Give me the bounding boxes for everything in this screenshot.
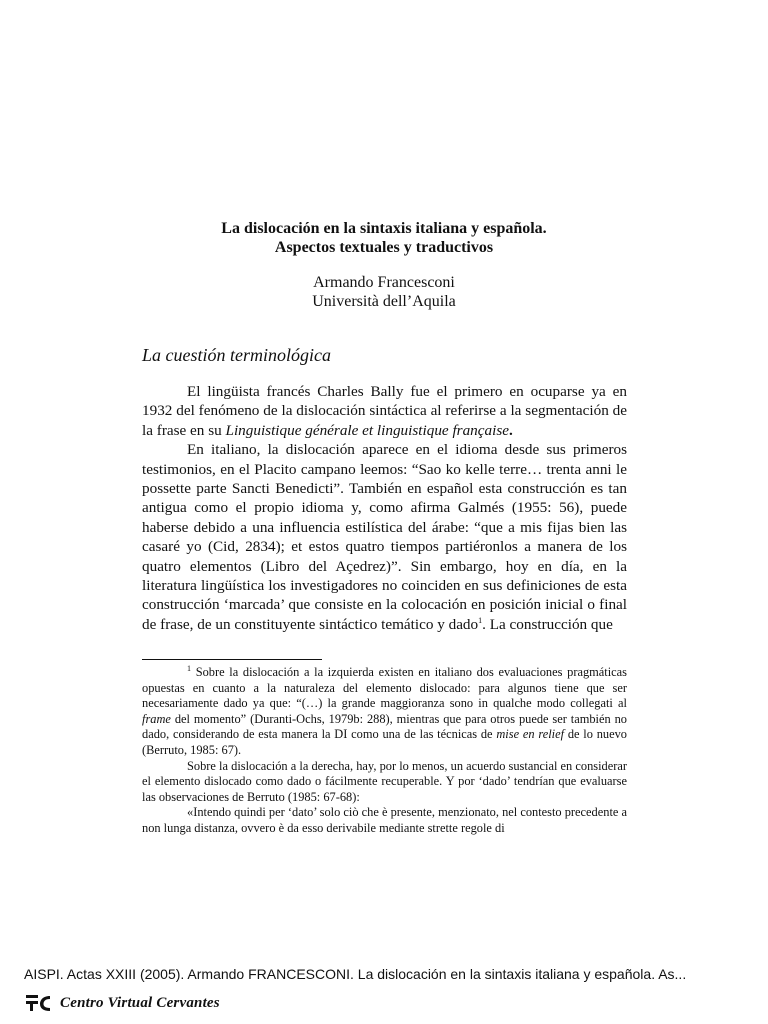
author-block xyxy=(0,273,768,311)
footnote-ref[interactable]: 1 xyxy=(478,615,483,625)
cervantes-logo-icon xyxy=(24,993,54,1013)
paragraph-2: En italiano, la dislocación aparece en el idioma desde sus primeros testimonios, en el Placito campano leemos: “Sao ko kelle terre… trenta anni le possette parte Sancti Benedicti”. También en español esta construcción es tan antigua como el propio idioma y, como afirma Galmés (1955: 56), puede haberse debido a una influencia estilística del árabe: “que a mis fijas bien las casaré yo (Cid, 2834); et estos quatro tiempos partiéronlos a manera de los quatro elementos (Libro del Açedrez)”. Sin embargo, hoy en día, en la literatura lingüística los investigadores no coinciden en sus definiciones de esta construcción ‘marcada’ que consiste en la colocación en posición inicial o final de frase, de un constituyente sintáctico temático y dado$^1$. La construcción que xyxy=(142,441,627,633)
footnote-divider xyxy=(142,659,322,660)
document-title xyxy=(0,219,768,257)
footnotes xyxy=(142,665,627,837)
author-affiliation: Università dell’Aquila xyxy=(312,293,456,310)
title-line-2: Aspectos textuales y traductivos xyxy=(274,239,494,256)
footnote-1-paragraph-2: Sobre la dislocación a la derecha, hay, por lo menos, un acuerdo sustancial en considerar el elemento dislocado como dado o fácilmente recuperable. Y por ‘dado’ tendrían que evaluarse las observaciones de Berruto (1985: 67-68): xyxy=(142,758,627,804)
section-heading: La cuestión terminológica xyxy=(142,345,331,365)
footnote-number: 1 xyxy=(187,663,191,673)
footer-citation: AISPI. Actas XXIII (2005). Armando FRANCESCONI. La dislocación en la sintaxis italiana y española. As... xyxy=(24,966,687,982)
footnote-1-paragraph-3: «Intendo quindi per ‘dato’ solo ciò che è presente, menzionato, nel contesto precedente a non lunga distanza, ovvero è da esso derivabile mediante strette regole di xyxy=(142,805,627,835)
book-title: Linguistique générale et linguistique française xyxy=(225,421,509,439)
footnote-1: $^1$ Sobre la dislocación a la izquierda existen en italiano dos evaluaciones pragmáticas opuestas en cuanto a la naturaleza del elemento dislocado: para algunos tiene que ser necesariamente dado ya que: “(…) la grande maggioranza sono in qualche modo collegati al frame del momento” (Duranti-Ochs, 1979b: 288), mientras que para otros puede ser también no dado, considerando de esta manera la DI como una de las técnicas de mise en relief de lo nuevo (Berruto, 1985: 67). xyxy=(142,663,627,757)
title-line-1: La dislocación en la sintaxis italiana y española. xyxy=(221,220,547,237)
body-text xyxy=(142,382,627,634)
footer-brand[interactable] xyxy=(24,991,220,1015)
paragraph-1: El lingüista francés Charles Bally fue el primero en ocuparse ya en 1932 del fenómeno de la dislocación sintáctica al referirse a la segmentación de la frase en su Linguistique générale et linguistique française. xyxy=(142,383,627,439)
brand-name: Centro Virtual Cervantes xyxy=(60,994,220,1011)
author-name: Armando Francesconi xyxy=(313,274,455,291)
